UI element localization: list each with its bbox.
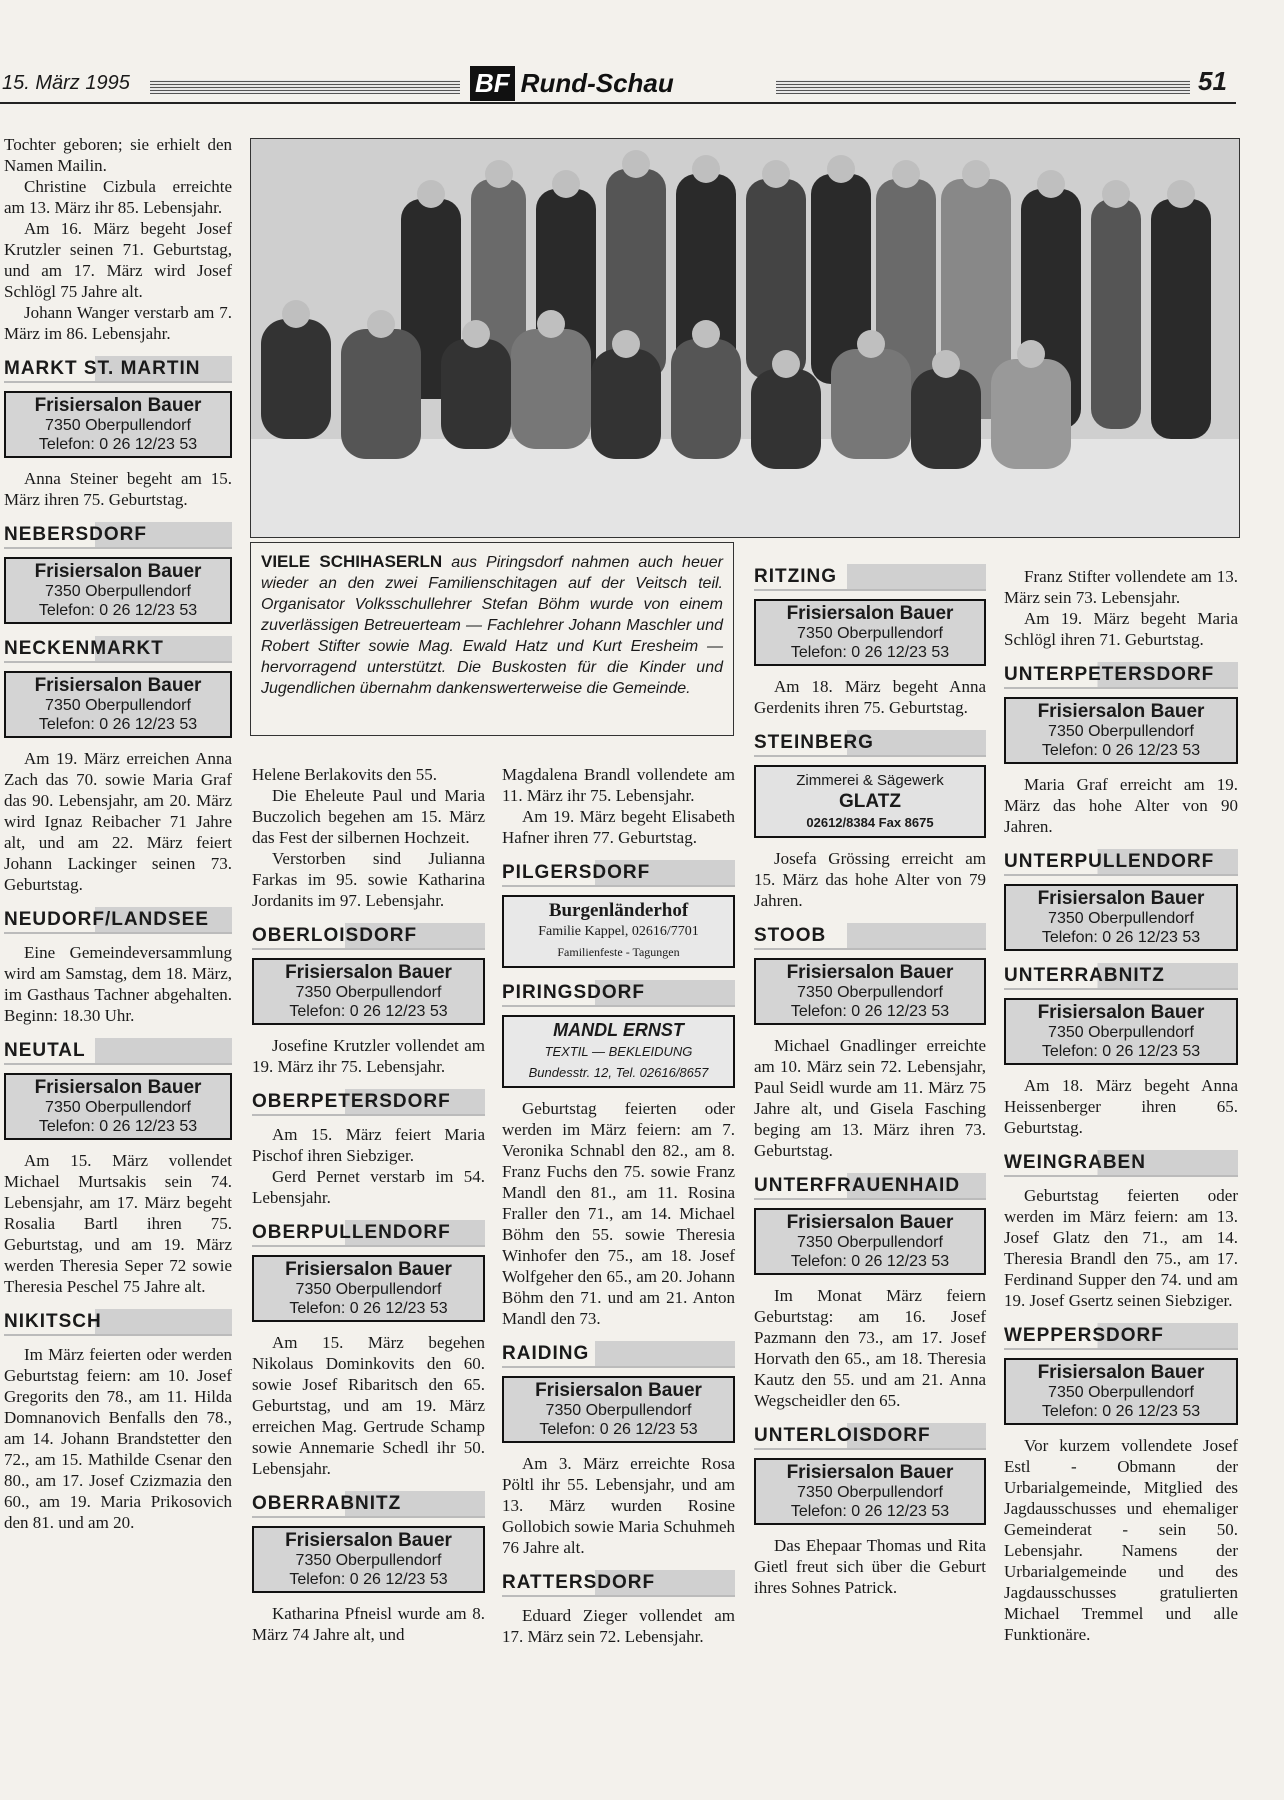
column-4 xyxy=(754,560,986,1598)
section-heading: RITZING xyxy=(754,564,986,591)
ad-frisiersalon-bauer: Frisiersalon Bauer 7350 Oberpullendorf Telefon: 0 26 12/23 53 xyxy=(754,1458,986,1525)
paragraph: Am 15. März begehen Nikolaus Dominkovits den 60. sowie Josef Ribaritsch den 65. Geburtstag, und am 19. März erreichen Mag. Gertrude Schamp sowie Annemarie Schedl ihr 50. Lebensjahr. xyxy=(252,1333,485,1478)
column-1 xyxy=(4,134,232,1533)
column-2 xyxy=(252,764,485,1645)
issue-date: 15. März 1995 xyxy=(2,72,130,94)
paragraph: Gerd Pernet verstarb im 54. Lebensjahr. xyxy=(252,1167,485,1207)
section-heading: OBERRABNITZ xyxy=(252,1491,485,1518)
ad-frisiersalon-bauer: Frisiersalon Bauer 7350 Oberpullendorf Telefon: 0 26 12/23 53 xyxy=(754,1208,986,1275)
paragraph: Michael Gnadlinger erreichte am 10. März sein 72. Lebensjahr, Paul Seidl wurde am 11. März 75 Jahre alt, und Gisela Fasching beging am 13. März ihren 73. Geburtstag. xyxy=(754,1036,986,1160)
section-heading: WEPPERSDORF xyxy=(1004,1323,1238,1350)
ad-burgenlaenderhof: Burgenländerhof Familie Kappel, 02616/7701 Familienfeste - Tagungen xyxy=(502,895,735,968)
paragraph: Im März feierten oder werden Geburtstag feiern: am 10. Josef Gregorits den 78., am 11. Hilda Domnanovich Benfalls den 78., am 14. Johann Brandstetter den 72., am 15. Mathilde Csenar den 80., am 17. Josef Czizmazia den 60., am 19. Maria Prikosovich den 81. und am 20. xyxy=(4,1345,232,1532)
section-heading: RATTERSDORF xyxy=(502,1570,735,1597)
section-heading: WEINGRABEN xyxy=(1004,1150,1238,1177)
masthead-logo: BF Rund-Schau xyxy=(470,66,674,101)
section-heading: NEUDORF/LANDSEE xyxy=(4,907,232,934)
paragraph: Verstorben sind Julianna Farkas im 95. sowie Katharina Jordanits im 97. Lebensjahr. xyxy=(252,849,485,910)
header-rule-right xyxy=(776,80,1190,94)
paragraph: Am 19. März begeht Elisabeth Hafner ihren 77. Geburtstag. xyxy=(502,807,735,847)
paragraph: Tochter geboren; sie erhielt den Namen Mailin. xyxy=(4,135,232,175)
paragraph: Christine Cizbula erreichte am 13. März ihr 85. Lebensjahr. xyxy=(4,177,232,217)
page-number: 51 xyxy=(1198,66,1227,96)
paragraph: Am 18. März begeht Anna Heissenberger ihren 65. Geburtstag. xyxy=(1004,1076,1238,1137)
ad-frisiersalon-bauer: Frisiersalon Bauer 7350 Oberpullendorf Telefon: 0 26 12/23 53 xyxy=(1004,884,1238,951)
header-divider xyxy=(0,102,1236,104)
ad-frisiersalon-bauer: Frisiersalon Bauer 7350 Oberpullendorf Telefon: 0 26 12/23 53 xyxy=(754,599,986,666)
section-heading: NECKENMARKT xyxy=(4,636,232,663)
ad-frisiersalon-bauer: Frisiersalon Bauer 7350 Oberpullendorf Telefon: 0 26 12/23 53 xyxy=(4,671,232,738)
paragraph: Franz Stifter vollendete am 13. März sein 73. Lebensjahr. xyxy=(1004,567,1238,607)
section-heading: PIRINGSDORF xyxy=(502,980,735,1007)
section-heading: STEINBERG xyxy=(754,730,986,757)
photo-caption xyxy=(250,542,734,736)
section-heading: RAIDING xyxy=(502,1341,735,1368)
paragraph: Josefine Krutzler vollendet am 19. März ihr 75. Lebensjahr. xyxy=(252,1036,485,1076)
ad-frisiersalon-bauer: Frisiersalon Bauer 7350 Oberpullendorf Telefon: 0 26 12/23 53 xyxy=(4,1073,232,1140)
section-heading: UNTERPULLENDORF xyxy=(1004,849,1238,876)
ad-frisiersalon-bauer: Frisiersalon Bauer 7350 Oberpullendorf Telefon: 0 26 12/23 53 xyxy=(4,557,232,624)
paragraph: Josefa Grössing erreicht am 15. März das hohe Alter von 79 Jahren. xyxy=(754,849,986,910)
column-3 xyxy=(502,764,735,1647)
ad-frisiersalon-bauer: Frisiersalon Bauer 7350 Oberpullendorf Telefon: 0 26 12/23 53 xyxy=(1004,1358,1238,1425)
section-heading: UNTERPETERSDORF xyxy=(1004,662,1238,689)
paragraph: Am 19. März erreichen Anna Zach das 70. sowie Maria Graf das 90. Lebensjahr, am 20. März wird Ignaz Reibacher 71 Jahre alt, und am 22. März feiert Johann Lackinger seinen 73. Geburtstag. xyxy=(4,749,232,894)
paragraph: Geburtstag feierten oder werden im März feiern: am 7. Veronika Schnabl den 82., am 8. Franz Fuchs den 75. sowie Franz Mandl den 81., am 11. Rosina Fraller den 71., am 14. Michael Böhm den 55. sowie Theresia Winhofer den 75., am 18. Josef Wolfgeher den 65., am 20. Johann Böhm den 71. und am 21. Anton Mandl den 73. xyxy=(502,1099,735,1328)
section-heading: NEBERSDORF xyxy=(4,522,232,549)
paragraph: Anna Steiner begeht am 15. März ihren 75. Geburtstag. xyxy=(4,469,232,509)
header-rule-left xyxy=(150,80,460,94)
paragraph: Eine Gemeindeversammlung wird am Samstag, dem 18. März, im Gasthaus Tachner abgehalten. Beginn: 18.30 Uhr. xyxy=(4,943,232,1025)
paragraph: Am 15. März vollendet Michael Murtsakis sein 74. Lebensjahr, am 17. März begeht Rosalia Bartl ihren 75. Geburtstag, und am 19. März werden Theresia Seper 72 sowie Theresia Peschel 75 Jahre alt. xyxy=(4,1151,232,1296)
ad-frisiersalon-bauer: Frisiersalon Bauer 7350 Oberpullendorf Telefon: 0 26 12/23 53 xyxy=(754,958,986,1025)
paragraph: Das Ehepaar Thomas und Rita Gietl freut sich über die Geburt ihres Sohnes Patrick. xyxy=(754,1536,986,1597)
paragraph: Eduard Zieger vollendet am 17. März sein 72. Lebensjahr. xyxy=(502,1606,735,1646)
paragraph: Johann Wanger verstarb am 7. März im 86. Lebensjahr. xyxy=(4,303,232,343)
paragraph: Vor kurzem vollendete Josef Estl - Obmann der Urbarialgemeinde, Mitglied des Jagdausschusses und ehemaliger Gemeinderat - sein 50. Lebensjahr. Namens der Urbarialgemeinde und des Jagdausschusses gratulierten Michael Tremmel und alle Funktionäre. xyxy=(1004,1436,1238,1644)
group-photo xyxy=(250,138,1240,538)
section-heading: OBERPULLENDORF xyxy=(252,1220,485,1247)
section-heading: UNTERRABNITZ xyxy=(1004,963,1238,990)
paragraph: Katharina Pfneisl wurde am 8. März 74 Jahre alt, und xyxy=(252,1604,485,1644)
section-heading: UNTERFRAUENHAID xyxy=(754,1173,986,1200)
paragraph: Im Monat März feiern Geburtstag: am 16. Josef Pazmann den 73., am 17. Josef Horvath den 65., am 18. Theresia Kautz den 55. und am 21. Anna Wegscheidler den 65. xyxy=(754,1286,986,1410)
ad-frisiersalon-bauer: Frisiersalon Bauer 7350 Oberpullendorf Telefon: 0 26 12/23 53 xyxy=(1004,998,1238,1065)
section-heading: PILGERSDORF xyxy=(502,860,735,887)
ad-zimmerei-glatz: Zimmerei & Sägewerk GLATZ 02612/8384 Fax 8675 xyxy=(754,765,986,838)
caption-text: aus Piringsdorf nahmen auch heuer wieder an den zwei Familienschitagen auf der Veitsch teil. Organisator Volksschullehrer Stefan Böhm wurde von einem zuverlässigen Betreuerteam — Fachlehrer Johann Maschler und Robert Stifter sowie Mag. Ewald Hatz und Kurt Eresheim — hervorragend unterstützt. Die Buskosten für die Kinder und Jugendlichen übernahm dankenswerterweise die Gemeinde. xyxy=(261,554,723,697)
paragraph: Maria Graf erreicht am 19. März das hohe Alter von 90 Jahren. xyxy=(1004,775,1238,836)
paragraph: Am 3. März erreichte Rosa Pöltl ihr 55. Lebensjahr, und am 13. März wurden Rosine Gollobich sowie Maria Schuhmeh 76 Jahre alt. xyxy=(502,1454,735,1557)
section-heading: NEUTAL xyxy=(4,1038,232,1065)
section-heading: OBERPETERSDORF xyxy=(252,1089,485,1116)
paragraph: Am 15. März feiert Maria Pischof ihren Siebziger. xyxy=(252,1125,485,1165)
ad-frisiersalon-bauer: Frisiersalon Bauer 7350 Oberpullendorf Telefon: 0 26 12/23 53 xyxy=(4,391,232,458)
paragraph: Am 19. März begeht Maria Schlögl ihren 71. Geburtstag. xyxy=(1004,609,1238,649)
ad-frisiersalon-bauer: Frisiersalon Bauer 7350 Oberpullendorf Telefon: 0 26 12/23 53 xyxy=(252,1255,485,1322)
ad-mandl-ernst: MANDL ERNST TEXTIL — BEKLEIDUNG Bundesstr. 12, Tel. 02616/8657 xyxy=(502,1015,735,1088)
column-5 xyxy=(1004,566,1238,1645)
paragraph: Geburtstag feierten oder werden im März feiern: am 13. Josef Glatz den 71., am 14. Theresia Brandl den 75., am 17. Ferdinand Supper den 74. und am 19. Josef Gsertz seinen Siebziger. xyxy=(1004,1186,1238,1310)
section-heading: UNTERLOISDORF xyxy=(754,1423,986,1450)
paragraph: Helene Berlakovits den 55. xyxy=(252,765,438,784)
paragraph: Die Eheleute Paul und Maria Buczolich begehen am 15. März das Fest der silbernen Hochzeit. xyxy=(252,786,485,847)
ad-frisiersalon-bauer: Frisiersalon Bauer 7350 Oberpullendorf Telefon: 0 26 12/23 53 xyxy=(502,1376,735,1443)
paragraph: Magdalena Brandl vollendete am 11. März ihr 75. Lebensjahr. xyxy=(502,765,735,805)
ad-frisiersalon-bauer: Frisiersalon Bauer 7350 Oberpullendorf Telefon: 0 26 12/23 53 xyxy=(1004,697,1238,764)
caption-lead: VIELE SCHIHASERLN xyxy=(261,552,443,571)
paragraph: Am 18. März begeht Anna Gerdenits ihren 75. Geburtstag. xyxy=(754,677,986,717)
paragraph: Am 16. März begeht Josef Krutzler seinen 71. Geburtstag, und am 17. März wird Josef Schlögl 75 Jahre alt. xyxy=(4,219,232,301)
skiers-photo-illustration xyxy=(251,139,1239,537)
section-heading: NIKITSCH xyxy=(4,1309,232,1336)
section-heading: MARKT ST. MARTIN xyxy=(4,356,232,383)
section-heading: OBERLOISDORF xyxy=(252,923,485,950)
ad-frisiersalon-bauer: Frisiersalon Bauer 7350 Oberpullendorf Telefon: 0 26 12/23 53 xyxy=(252,958,485,1025)
section-heading: STOOB xyxy=(754,923,986,950)
ad-frisiersalon-bauer: Frisiersalon Bauer 7350 Oberpullendorf Telefon: 0 26 12/23 53 xyxy=(252,1526,485,1593)
